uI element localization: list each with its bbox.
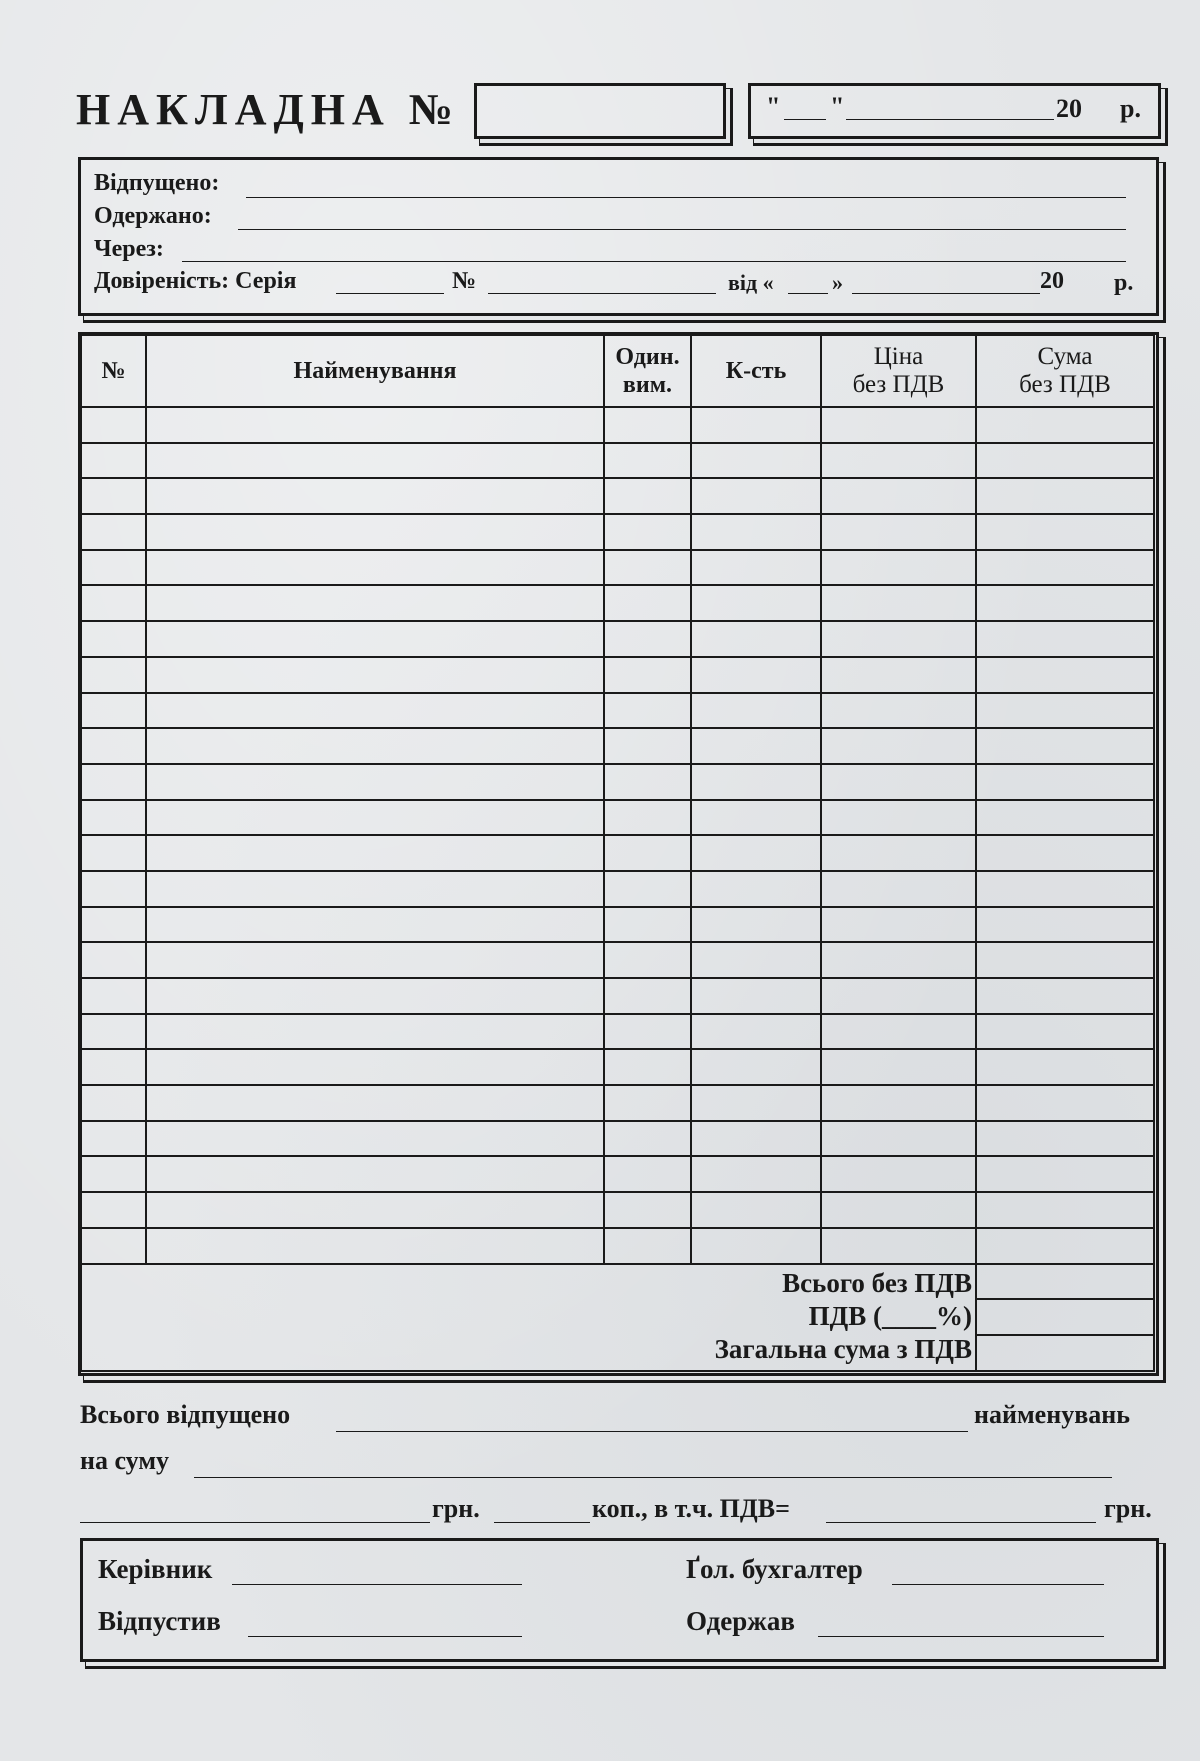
table-cell[interactable] — [604, 907, 691, 943]
table-cell[interactable] — [691, 728, 821, 764]
table-cell[interactable] — [81, 1049, 146, 1085]
table-cell[interactable] — [821, 1192, 976, 1228]
table-cell[interactable] — [691, 1121, 821, 1157]
table-cell[interactable] — [604, 1014, 691, 1050]
table-row — [81, 800, 1154, 836]
received-by-label: Одержав — [686, 1606, 795, 1636]
table-cell[interactable] — [604, 657, 691, 693]
table-cell[interactable] — [81, 621, 146, 657]
date-quote-open: " — [766, 92, 781, 121]
uah-field[interactable] — [80, 1522, 430, 1523]
table-cell[interactable] — [821, 1049, 976, 1085]
table-cell[interactable] — [976, 978, 1154, 1014]
table-cell[interactable] — [81, 907, 146, 943]
table-row — [81, 585, 1154, 621]
table-row — [81, 728, 1154, 764]
table-cell[interactable] — [146, 443, 604, 479]
table-cell[interactable] — [821, 1228, 976, 1264]
table-cell[interactable] — [146, 550, 604, 586]
released-by-label: Відпустив — [98, 1606, 221, 1636]
table-cell[interactable] — [821, 621, 976, 657]
table-row — [81, 1156, 1154, 1192]
table-cell[interactable] — [976, 657, 1154, 693]
released-label: Відпущено: — [94, 170, 220, 196]
table-row — [81, 1192, 1154, 1228]
released-by-signature-field[interactable] — [248, 1636, 522, 1637]
table-cell[interactable] — [821, 978, 976, 1014]
table-cell[interactable] — [976, 728, 1154, 764]
table-cell[interactable] — [146, 764, 604, 800]
released-field[interactable] — [246, 197, 1126, 198]
table-cell[interactable] — [604, 764, 691, 800]
invoice-number-field[interactable] — [474, 83, 726, 139]
table-cell[interactable] — [976, 443, 1154, 479]
table-cell[interactable] — [604, 1228, 691, 1264]
table-cell[interactable] — [976, 871, 1154, 907]
table-cell[interactable] — [604, 443, 691, 479]
items-suffix-label: найменувань — [974, 1400, 1130, 1429]
table-cell[interactable] — [691, 800, 821, 836]
table-row — [81, 1049, 1154, 1085]
table-cell[interactable] — [691, 407, 821, 443]
table-row — [81, 1085, 1154, 1121]
table-cell[interactable] — [691, 550, 821, 586]
via-label: Через: — [94, 236, 164, 262]
proxy-from-close: » — [832, 270, 843, 295]
table-cell[interactable] — [146, 978, 604, 1014]
table-cell[interactable] — [604, 1085, 691, 1121]
table-row — [81, 907, 1154, 943]
table-cell[interactable] — [691, 657, 821, 693]
table-cell[interactable] — [81, 407, 146, 443]
date-year-suffix: р. — [1120, 94, 1141, 123]
table-cell[interactable] — [604, 693, 691, 729]
table-cell[interactable] — [821, 942, 976, 978]
table-cell[interactable] — [821, 514, 976, 550]
table-row — [81, 835, 1154, 871]
table-cell[interactable] — [976, 585, 1154, 621]
table-cell[interactable] — [81, 1014, 146, 1050]
table-cell[interactable] — [821, 407, 976, 443]
head-label: Керівник — [98, 1554, 213, 1584]
via-field[interactable] — [182, 261, 1126, 262]
proxy-number-field[interactable] — [488, 293, 716, 294]
table-cell[interactable] — [691, 907, 821, 943]
table-cell[interactable] — [146, 728, 604, 764]
totals-value-cell[interactable] — [976, 1264, 1154, 1300]
page-title: НАКЛАДНА № — [76, 85, 460, 134]
table-cell[interactable] — [604, 1121, 691, 1157]
table-row — [81, 657, 1154, 693]
table-cell[interactable] — [691, 835, 821, 871]
table-cell[interactable] — [976, 1121, 1154, 1157]
table-cell[interactable] — [146, 514, 604, 550]
table-row — [81, 514, 1154, 550]
table-cell[interactable] — [976, 1014, 1154, 1050]
proxy-day-field[interactable] — [788, 293, 828, 294]
table-cell[interactable] — [146, 1192, 604, 1228]
table-cell[interactable] — [146, 657, 604, 693]
table-cell[interactable] — [821, 443, 976, 479]
table-cell[interactable] — [146, 1228, 604, 1264]
table-cell[interactable] — [691, 1192, 821, 1228]
table-cell[interactable] — [821, 907, 976, 943]
proxy-year: 20 — [1040, 268, 1064, 294]
table-cell[interactable] — [81, 443, 146, 479]
col-qty-header: К-сть — [691, 335, 821, 407]
table-cell[interactable] — [691, 693, 821, 729]
table-cell[interactable] — [146, 1014, 604, 1050]
table-cell[interactable] — [821, 1121, 976, 1157]
table-cell[interactable] — [604, 1156, 691, 1192]
table-cell[interactable] — [976, 693, 1154, 729]
table-cell[interactable] — [604, 621, 691, 657]
table-cell[interactable] — [976, 1156, 1154, 1192]
items-table — [80, 334, 1155, 1372]
table-cell[interactable] — [976, 800, 1154, 836]
table-cell[interactable] — [691, 1228, 821, 1264]
table-row — [81, 478, 1154, 514]
table-cell[interactable] — [604, 728, 691, 764]
table-cell[interactable] — [81, 1228, 146, 1264]
table-cell[interactable] — [81, 657, 146, 693]
table-cell[interactable] — [146, 1156, 604, 1192]
table-cell[interactable] — [146, 871, 604, 907]
totals-value-cell[interactable] — [976, 1299, 1154, 1335]
col-name-header: Найменування — [146, 335, 604, 407]
table-cell[interactable] — [146, 800, 604, 836]
table-cell[interactable] — [146, 621, 604, 657]
chief-accountant-signature-field[interactable] — [892, 1584, 1104, 1585]
totals-value-cell[interactable] — [976, 1335, 1154, 1371]
date-year: 20 — [1056, 94, 1082, 123]
table-cell[interactable] — [604, 942, 691, 978]
table-cell[interactable] — [81, 978, 146, 1014]
table-cell[interactable] — [81, 800, 146, 836]
table-row — [81, 1121, 1154, 1157]
col-price-header: Ціна без ПДВ — [821, 335, 976, 407]
table-cell[interactable] — [604, 871, 691, 907]
table-cell[interactable] — [604, 407, 691, 443]
received-label: Одержано: — [94, 203, 212, 229]
invoice-date-field[interactable] — [748, 83, 1161, 139]
table-cell[interactable] — [821, 871, 976, 907]
table-cell[interactable] — [604, 585, 691, 621]
table-cell[interactable] — [691, 1085, 821, 1121]
table-cell[interactable] — [821, 1085, 976, 1121]
table-cell[interactable] — [691, 764, 821, 800]
table-cell[interactable] — [821, 585, 976, 621]
table-cell[interactable] — [976, 1085, 1154, 1121]
released-total-label: Всього відпущено — [80, 1400, 291, 1429]
vat-label: ПДВ (____%) — [808, 1301, 972, 1331]
table-cell[interactable] — [691, 621, 821, 657]
table-cell[interactable] — [81, 585, 146, 621]
signatures-section — [80, 1538, 1159, 1662]
table-cell[interactable] — [691, 1156, 821, 1192]
table-cell[interactable] — [976, 764, 1154, 800]
proxy-from-label: від « — [728, 270, 774, 295]
table-row — [81, 693, 1154, 729]
col-unit-header: Один. вим. — [604, 335, 691, 407]
table-cell[interactable] — [604, 478, 691, 514]
table-cell[interactable] — [81, 1121, 146, 1157]
table-cell[interactable] — [146, 942, 604, 978]
table-cell[interactable] — [81, 693, 146, 729]
date-day-line[interactable] — [784, 119, 826, 120]
table-cell[interactable] — [81, 728, 146, 764]
table-cell[interactable] — [976, 835, 1154, 871]
proxy-number-label: № — [452, 268, 477, 294]
vat-amount-field[interactable] — [826, 1522, 1096, 1523]
totals-row — [81, 1264, 1154, 1300]
table-cell[interactable] — [81, 764, 146, 800]
table-cell[interactable] — [604, 550, 691, 586]
table-row — [81, 1228, 1154, 1264]
table-cell[interactable] — [976, 1049, 1154, 1085]
table-cell[interactable] — [146, 407, 604, 443]
total-without-vat-label: Всього без ПДВ — [782, 1268, 972, 1298]
table-cell[interactable] — [81, 1192, 146, 1228]
table-cell[interactable] — [146, 693, 604, 729]
table-cell[interactable] — [81, 478, 146, 514]
table-cell[interactable] — [821, 550, 976, 586]
table-row — [81, 871, 1154, 907]
table-cell[interactable] — [81, 1156, 146, 1192]
table-cell[interactable] — [604, 800, 691, 836]
table-cell[interactable] — [81, 942, 146, 978]
proxy-month-field[interactable] — [852, 293, 1040, 294]
table-cell[interactable] — [146, 835, 604, 871]
for-sum-label: на суму — [80, 1446, 170, 1475]
table-cell[interactable] — [604, 1192, 691, 1228]
table-cell[interactable] — [821, 764, 976, 800]
table-cell[interactable] — [146, 1085, 604, 1121]
table-cell[interactable] — [604, 514, 691, 550]
table-cell[interactable] — [976, 907, 1154, 943]
date-month-line[interactable] — [846, 119, 1054, 120]
table-cell[interactable] — [691, 1049, 821, 1085]
chief-accountant-label: Ґол. бухгалтер — [686, 1554, 863, 1584]
table-row — [81, 978, 1154, 1014]
table-cell[interactable] — [976, 1192, 1154, 1228]
table-cell[interactable] — [146, 1121, 604, 1157]
proxy-series-field[interactable] — [336, 293, 444, 294]
table-cell[interactable] — [976, 621, 1154, 657]
table-cell[interactable] — [691, 942, 821, 978]
table-cell[interactable] — [146, 585, 604, 621]
table-cell[interactable] — [691, 514, 821, 550]
table-cell[interactable] — [976, 942, 1154, 978]
table-cell[interactable] — [976, 514, 1154, 550]
uah-end-label: грн. — [1104, 1494, 1152, 1523]
table-cell[interactable] — [81, 871, 146, 907]
table-cell[interactable] — [821, 478, 976, 514]
col-number-header: № — [81, 335, 146, 407]
table-cell[interactable] — [821, 800, 976, 836]
table-cell[interactable] — [81, 1085, 146, 1121]
col-sum-header: Сума без ПДВ — [976, 335, 1154, 407]
table-cell[interactable] — [604, 835, 691, 871]
table-cell[interactable] — [821, 693, 976, 729]
table-cell[interactable] — [976, 478, 1154, 514]
table-cell[interactable] — [691, 871, 821, 907]
table-cell[interactable] — [821, 728, 976, 764]
uah-label: грн. — [432, 1494, 480, 1523]
table-row — [81, 1014, 1154, 1050]
for-sum-field[interactable] — [194, 1477, 1112, 1478]
table-cell[interactable] — [691, 478, 821, 514]
table-cell[interactable] — [976, 550, 1154, 586]
head-signature-field[interactable] — [232, 1584, 522, 1585]
table-cell[interactable] — [691, 443, 821, 479]
received-field[interactable] — [238, 229, 1126, 230]
table-row — [81, 550, 1154, 586]
table-cell[interactable] — [146, 907, 604, 943]
proxy-year-suffix: р. — [1114, 270, 1134, 296]
date-quote-close: " — [830, 92, 845, 121]
table-cell[interactable] — [821, 1014, 976, 1050]
table-cell[interactable] — [821, 657, 976, 693]
table-cell[interactable] — [821, 835, 976, 871]
table-row — [81, 621, 1154, 657]
table-cell[interactable] — [976, 407, 1154, 443]
table-cell[interactable] — [81, 550, 146, 586]
table-cell[interactable] — [604, 978, 691, 1014]
table-cell[interactable] — [691, 1014, 821, 1050]
released-total-field[interactable] — [336, 1431, 968, 1432]
proxy-series-label: Довіреність: Серія — [94, 268, 297, 294]
table-cell[interactable] — [146, 1049, 604, 1085]
table-cell[interactable] — [691, 585, 821, 621]
table-cell[interactable] — [821, 1156, 976, 1192]
table-cell[interactable] — [976, 1228, 1154, 1264]
table-row — [81, 443, 1154, 479]
table-row — [81, 942, 1154, 978]
table-cell[interactable] — [81, 835, 146, 871]
table-row — [81, 764, 1154, 800]
table-cell[interactable] — [691, 978, 821, 1014]
table-row — [81, 407, 1154, 443]
kop-field[interactable] — [494, 1522, 590, 1523]
table-header-row — [81, 335, 1154, 407]
table-cell[interactable] — [146, 478, 604, 514]
table-cell[interactable] — [604, 1049, 691, 1085]
kop-vat-label: коп., в т.ч. ПДВ= — [592, 1494, 790, 1523]
total-with-vat-label: Загальна сума з ПДВ — [714, 1334, 972, 1364]
received-by-signature-field[interactable] — [818, 1636, 1104, 1637]
table-cell[interactable] — [81, 514, 146, 550]
